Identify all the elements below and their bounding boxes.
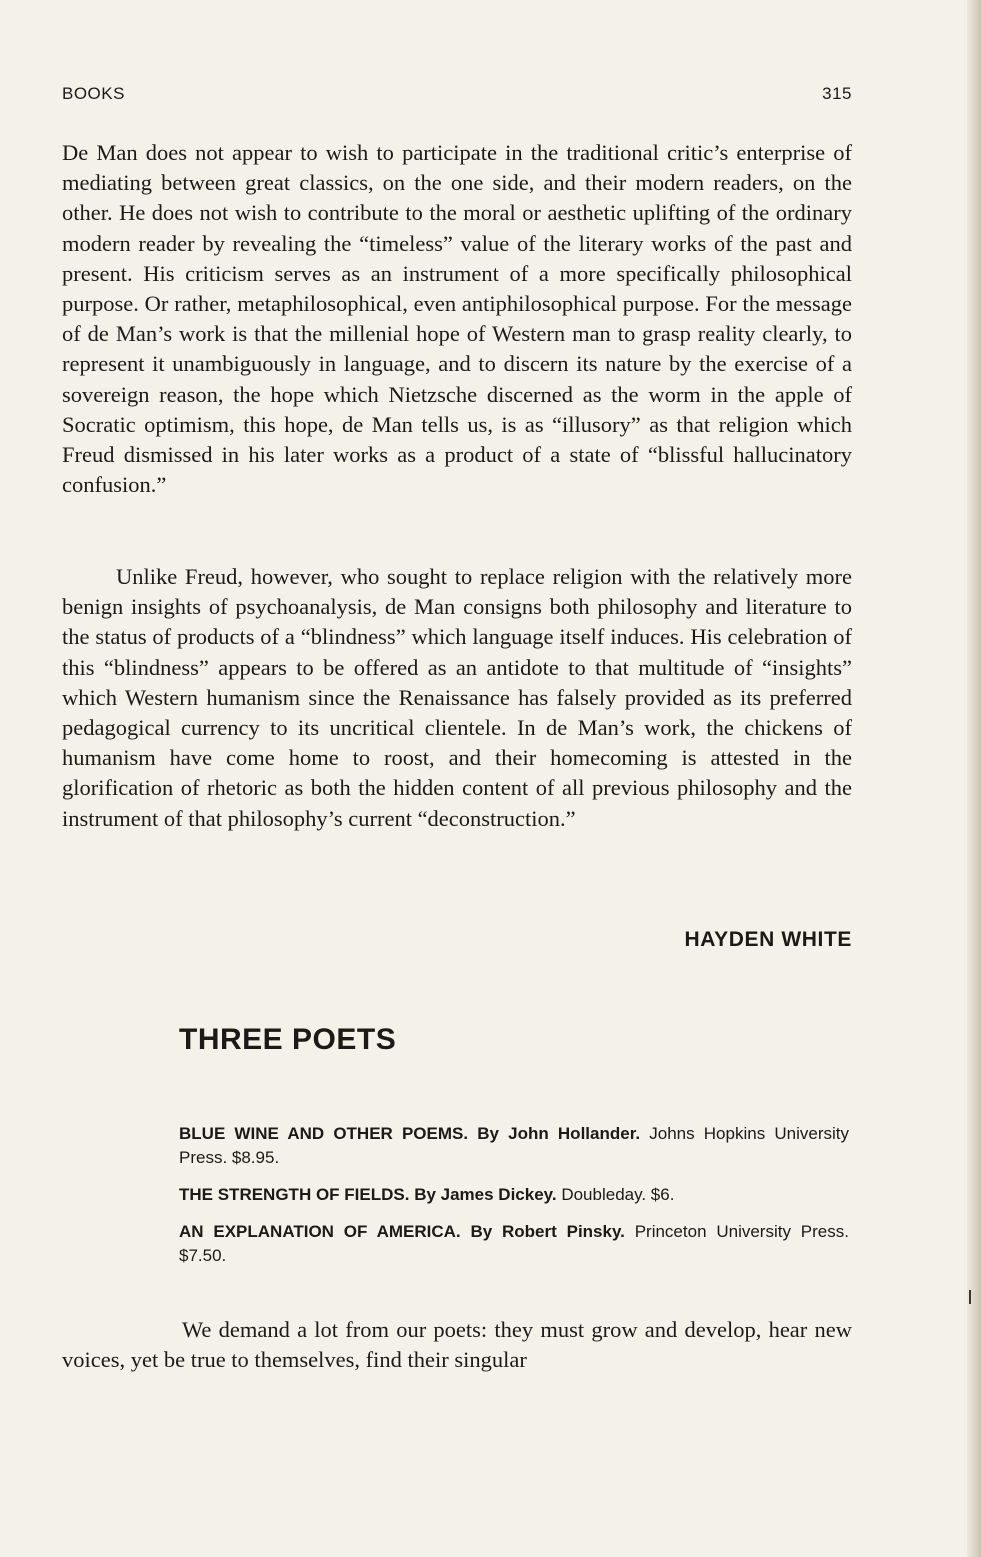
running-head [62, 84, 852, 104]
book-title: BLUE WINE AND OTHER POEMS. [179, 1124, 469, 1143]
book-entry [179, 1183, 849, 1207]
book-publisher: Doubleday. $6. [561, 1185, 675, 1204]
book-title: THE STRENGTH OF FIELDS. [179, 1185, 410, 1204]
book-author: By James Dickey. [414, 1185, 557, 1204]
reviewer-signature: HAYDEN WHITE [684, 928, 852, 951]
book-publisher: Princeton University Press. $7.50. [179, 1222, 849, 1265]
reviewed-books-list [179, 1122, 849, 1281]
book-entry [179, 1220, 849, 1268]
page-edge [967, 0, 981, 1557]
book-author: By John Hollander. [477, 1124, 641, 1143]
review-paragraph: Unlike Freud, however, who sought to replace religion with the relatively more benign insights of psychoanalysis, de Man consigns both philosophy and literature to the status of products of a “blindness” which language itself induces. His celebration of this “blindness” appears to be offered as an antidote to that multitude of “insights” which Western humanism since the Renaissance has falsely provided as its preferred pedagogical currency to its uncritical clientele. In de Man’s work, the chickens of humanism have come home to roost, and their homecoming is attested in the glorification of rhetoric as both the hidden content of all previous philosophy and the instrument of that philosophy’s current “deconstruction.” [62, 564, 852, 831]
book-publisher: Johns Hopkins University Press. $8.95. [179, 1124, 849, 1167]
book-author: By Robert Pinsky. [470, 1222, 625, 1241]
book-entry [179, 1122, 849, 1170]
section-name: BOOKS [62, 84, 125, 103]
review-title: THREE POETS [179, 1023, 397, 1056]
edge-mark [969, 1290, 971, 1304]
review-paragraph: We demand a lot from our poets: they must grow and develop, hear new voices, yet be true to themselves, find their singular [62, 1317, 852, 1373]
book-title: AN EXPLANATION OF AMERICA. [179, 1222, 461, 1241]
page-number: 315 [822, 84, 852, 103]
review-paragraph: De Man does not appear to wish to participate in the traditional critic’s enterprise of mediating between great classics, on the one side, and their modern readers, on the other. He does not wish to contribute to the moral or aesthetic uplifting of the ordinary modern reader by revealing the “timeless” value of the literary works of the past and present. His criticism serves as an instrument of a more specifically philosophical purpose. Or rather, metaphilosophical, even antiphilosophical purpose. For the message of de Man’s work is that the millenial hope of Western man to grasp reality clearly, to represent it unambiguously in language, and to discern its nature by the exercise of a sovereign reason, the hope which Nietzsche discerned as the worm in the apple of Socratic optimism, this hope, de Man tells us, is as “illusory” as that religion which Freud dismissed in his later works as a product of a state of “blissful hallucinatory confusion.” [62, 140, 852, 498]
